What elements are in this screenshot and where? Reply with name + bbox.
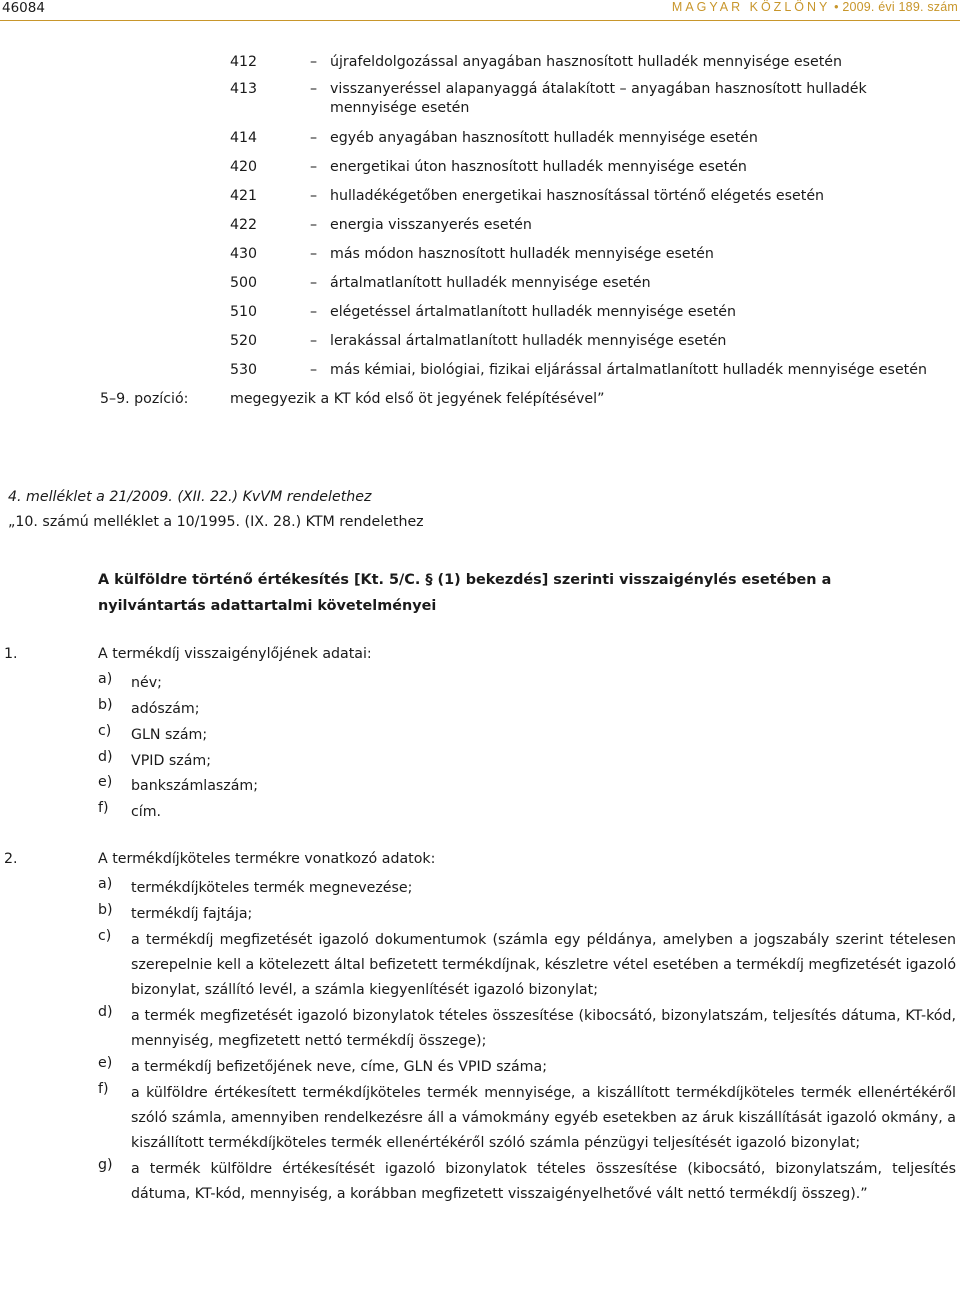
page-header <box>0 0 960 20</box>
code-description: elégetéssel ártalmatlanított hulladék mennyisége esetén <box>330 304 737 320</box>
code-description: energia visszanyerés esetén <box>330 217 532 233</box>
item-label: a) <box>98 876 113 892</box>
code-number: 430 <box>230 246 258 262</box>
item-text: VPID szám; <box>131 753 212 769</box>
code-number: 414 <box>230 130 258 146</box>
item-text: a külföldre értékesített termékdíjköteles termék mennyisége, a kiszállított termékdíjköteles termék ellenértékéről szóló számla, amennyiben rendelkezésre áll a vámokmány egyéb esetekben az áruk kiszállítását igazoló okmány, a kiszállított termékdíjköteles termék ellenértékéről szóló számla pénzügyi teljesítését igazoló bizonylat; <box>131 1085 956 1151</box>
item-text: a termékdíj megfizetését igazoló dokumentumok (számla egy példánya, amelyben a jogszabály szerint tételesen szerepelnie kell a kötelezett által befizetett termékdíjnak, készletre vétel esetében a termékdíj megfizetését igazoló bizonylat, szállító levél, a számla kiegyenlítését igazoló bizonylat; <box>131 932 956 998</box>
item-text: termékdíj fajtája; <box>131 906 253 922</box>
code-description: hulladékégetőben energetikai hasznosítással történő elégetés esetén <box>330 188 825 204</box>
code-description: újrafeldolgozással anyagában hasznosított hulladék mennyisége esetén <box>330 54 842 70</box>
item-label: a) <box>98 671 113 687</box>
code-description: lerakással ártalmatlanított hulladék mennyisége esetén <box>330 333 727 349</box>
item-label: g) <box>98 1157 113 1173</box>
item-text: cím. <box>131 804 162 820</box>
item-text: GLN szám; <box>131 727 208 743</box>
item-text: név; <box>131 675 162 691</box>
issue-number: 2009. évi 189. szám <box>842 0 958 14</box>
page-number: 46084 <box>2 0 45 16</box>
item-label: e) <box>98 1055 113 1071</box>
item-text: bankszámlaszám; <box>131 778 259 794</box>
item-text: adószám; <box>131 701 200 717</box>
code-description: visszanyeréssel alapanyaggá átalakított – anyagában hasznosított hulladék mennyisége esetén <box>330 81 867 116</box>
code-dash: – <box>310 159 318 175</box>
header-bullet: • <box>834 0 839 14</box>
item-text: a termék megfizetését igazoló bizonylatok tételes összesítése (kibocsátó, bizonylatszám, teljesítés dátuma, KT-kód, mennyiség, megfizetett nettó termékdíj összege); <box>131 1008 956 1049</box>
code-number: 500 <box>230 275 258 291</box>
code-number: 530 <box>230 362 258 378</box>
item-label: c) <box>98 723 112 739</box>
code-dash: – <box>310 217 318 233</box>
code-description: ártalmatlanított hulladék mennyisége esetén <box>330 275 651 291</box>
code-number: 420 <box>230 159 258 175</box>
code-dash: – <box>310 275 318 291</box>
code-dash: – <box>310 304 318 320</box>
annex-reference: 4. melléklet a 21/2009. (XII. 22.) KvVM rendelethez <box>8 489 372 505</box>
position-value: megegyezik a KT kód első öt jegyének felépítésével” <box>230 391 605 407</box>
code-description: energetikai úton hasznosított hulladék mennyisége esetén <box>330 159 747 175</box>
item-text: a termék külföldre értékesítését igazoló bizonylatok tételes összesítése (kibocsátó, bizonylatszám, teljesítés dátuma, KT-kód, mennyiség, a korábban megfizetett visszaigényelhetővé vált nettó termékdíj összeg).” <box>131 1161 956 1202</box>
code-number: 510 <box>230 304 258 320</box>
item-label: d) <box>98 749 113 765</box>
code-description: más kémiai, biológiai, fizikai eljárással ártalmatlanított hulladék mennyisége esetén <box>330 362 927 378</box>
annex-reference-original: „10. számú melléklet a 10/1995. (IX. 28.) KTM rendelethez <box>8 514 424 530</box>
publication-name: MAGYAR KÖZLÖNY <box>671 0 831 14</box>
code-description: más módon hasznosított hulladék mennyisége esetén <box>330 246 714 262</box>
section-number: 2. <box>4 851 18 867</box>
section-number: 1. <box>4 646 18 662</box>
code-dash: – <box>310 333 318 349</box>
section-heading: A termékdíj visszaigénylőjének adatai: <box>98 646 372 662</box>
item-text: termékdíjköteles termék megnevezése; <box>131 880 413 896</box>
code-dash: – <box>310 81 318 97</box>
publication-info <box>672 0 958 14</box>
item-label: f) <box>98 1081 109 1097</box>
code-number: 413 <box>230 81 258 97</box>
code-number: 520 <box>230 333 258 349</box>
position-label: 5–9. pozíció: <box>100 391 189 407</box>
header-rule <box>0 20 960 21</box>
item-label: f) <box>98 800 109 816</box>
item-label: b) <box>98 902 113 918</box>
item-label: d) <box>98 1004 113 1020</box>
item-text: a termékdíj befizetőjének neve, címe, GLN és VPID száma; <box>131 1059 547 1075</box>
item-label: c) <box>98 928 112 944</box>
item-label: e) <box>98 774 113 790</box>
code-dash: – <box>310 130 318 146</box>
item-label: b) <box>98 697 113 713</box>
code-dash: – <box>310 188 318 204</box>
code-number: 412 <box>230 54 258 70</box>
code-dash: – <box>310 362 318 378</box>
section-heading: A termékdíjköteles termékre vonatkozó adatok: <box>98 851 436 867</box>
annex-title: A külföldre történő értékesítés [Kt. 5/C. § (1) bekezdés] szerinti visszaigénylés esetében a nyilvántartás adattartalmi követelményei <box>98 572 832 614</box>
code-number: 421 <box>230 188 258 204</box>
code-dash: – <box>310 54 318 70</box>
code-number: 422 <box>230 217 258 233</box>
code-dash: – <box>310 246 318 262</box>
code-description: egyéb anyagában hasznosított hulladék mennyisége esetén <box>330 130 758 146</box>
